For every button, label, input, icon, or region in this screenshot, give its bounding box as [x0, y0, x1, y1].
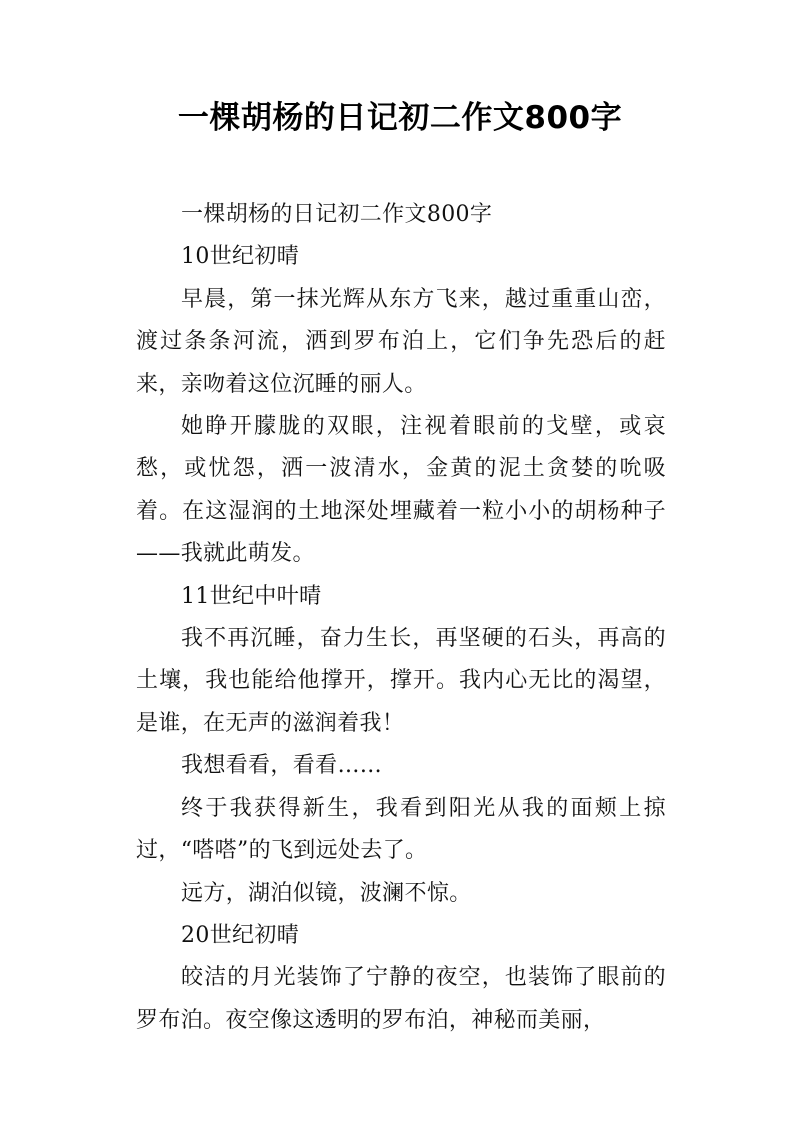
paragraph: 皎洁的月光装饰了宁静的夜空，也装饰了眼前的罗布泊。夜空像这透明的罗布泊，神秘而美丽，: [136, 965, 666, 1033]
paragraph-date-heading: 10世纪初晴: [181, 244, 300, 270]
paragraph: 终于我获得新生，我看到阳光从我的面颊上掠过，“嗒嗒”的飞到远处去了。: [136, 795, 666, 864]
paragraph-date-heading: 11世纪中叶晴: [181, 583, 322, 609]
paragraph: 我想看看，看看……: [181, 753, 383, 779]
document-title: 一棵胡杨的日记初二作文800字: [177, 100, 623, 136]
document-body: [136, 194, 666, 1042]
paragraph: 早晨，第一抹光辉从东方飞来，越过重重山峦，渡过条条河流，洒到罗布泊上，它们争先恐后的赶来，亲吻着这位沉睡的丽人。: [136, 286, 666, 397]
paragraph-date-heading: 20世纪初晴: [181, 922, 300, 948]
paragraph: 我不再沉睡，奋力生长，再坚硬的石头，再高的土壤，我也能给他撑开，撑开。我内心无比的渴望，是谁，在无声的滋润着我！: [136, 626, 666, 736]
paragraph: 远方，湖泊似镜，波澜不惊。: [181, 880, 472, 906]
paragraph: 她睁开朦胧的双眼，注视着眼前的戈壁，或哀愁，或忧怨，洒一波清水，金黄的泥土贪婪的吮吸着。在这湿润的土地深处埋藏着一粒小小的胡杨种子——我就此萌发。: [136, 414, 666, 567]
paragraph-subtitle: 一棵胡杨的日记初二作文800字: [181, 202, 493, 227]
